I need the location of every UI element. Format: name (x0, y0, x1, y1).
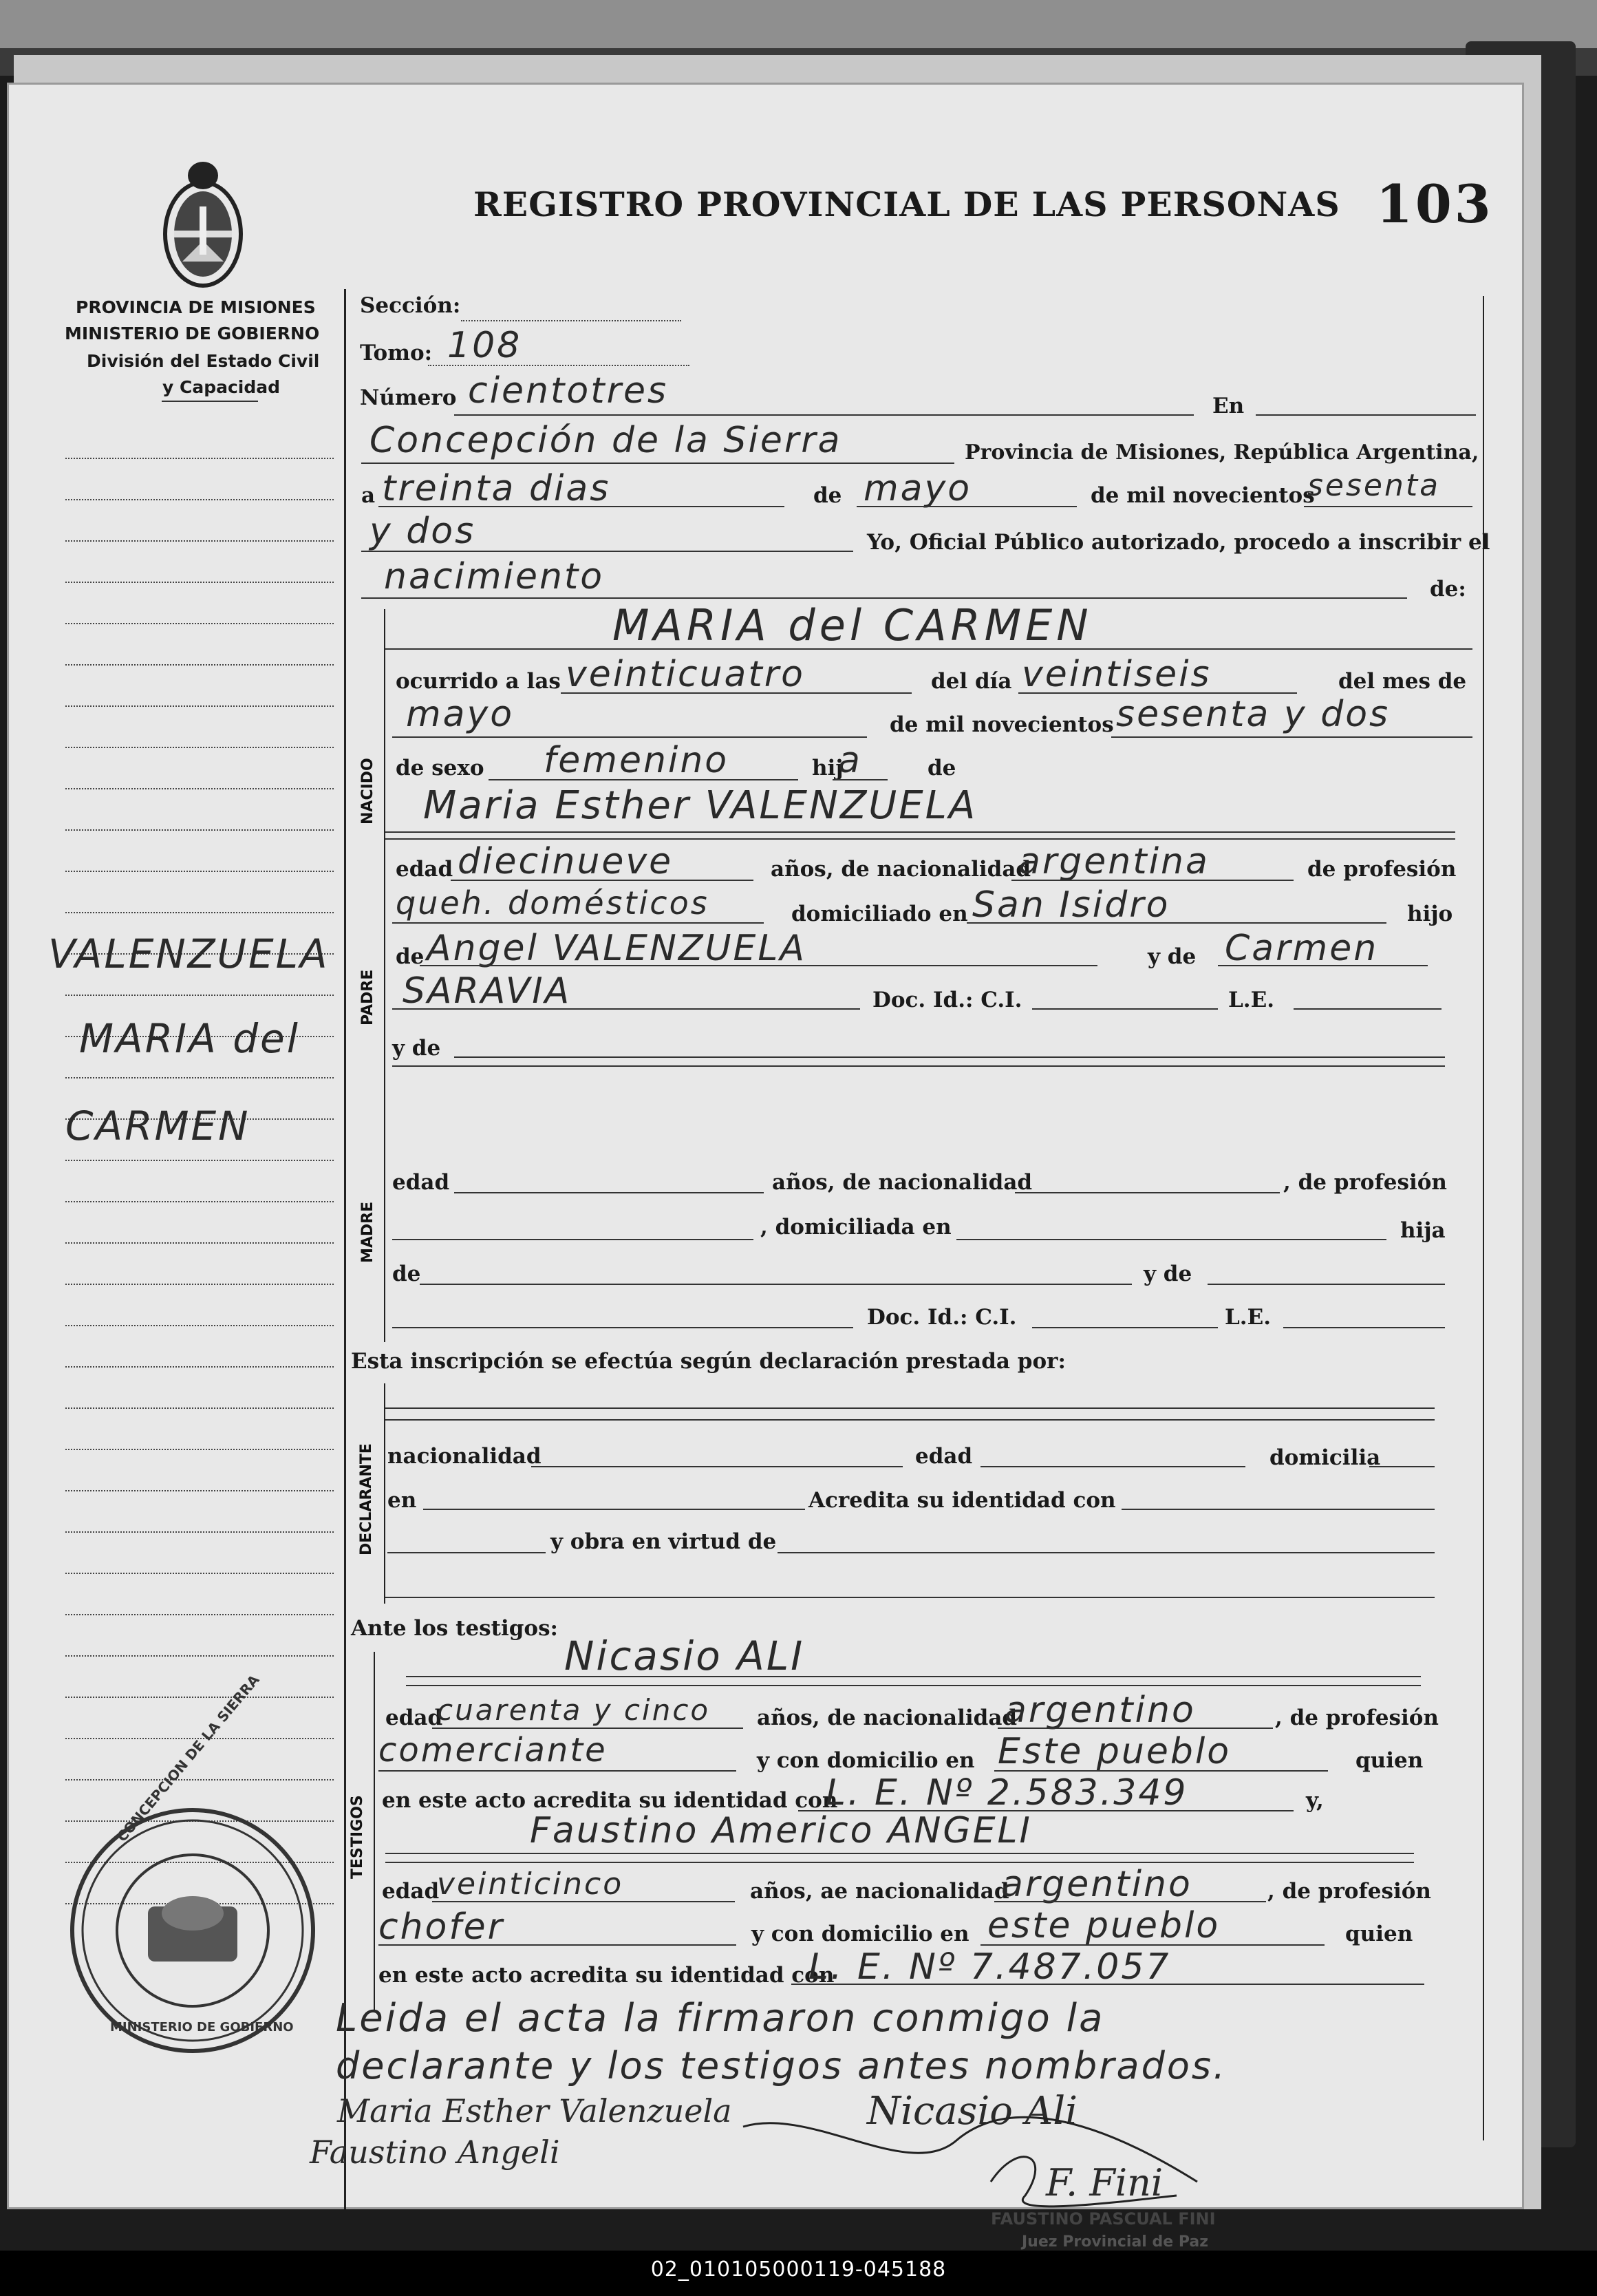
closing-line-1: Leida el acta la firmaron conmigo la (336, 1996, 1105, 2041)
w2-edad-value: veinticinco (437, 1867, 624, 1902)
birth-mil-label: de mil novecientos (890, 712, 1114, 737)
w2-edad-label: edad (382, 1879, 440, 1904)
parent-name-value: Maria Esther VALENZUELA (423, 783, 978, 828)
witness1-name-value: Nicasio ALI (564, 1633, 805, 1679)
footer-code: 02_010105000119-045188 (650, 2257, 947, 2282)
w1-dom-label: y con domicilio en (757, 1748, 975, 1773)
birth-month-value: mayo (406, 694, 515, 735)
hij-value: a (838, 740, 862, 781)
numero-label: Número (360, 385, 457, 410)
official-name: FAUSTINO PASCUAL FINI (991, 2209, 1216, 2229)
w1-id-value: L. E. Nº 2.583.349 (826, 1772, 1188, 1814)
seal-text: CONCEPCION DE LA SIERRA (114, 1671, 263, 1845)
madre-de-label: de (392, 1262, 421, 1286)
padre-edad-label: edad (396, 857, 453, 882)
w2-id-value: L. E. Nº 7.487.057 (808, 1946, 1171, 1988)
tomo-label: Tomo: (360, 341, 433, 365)
madre-dom-label: , domiciliada en (760, 1215, 952, 1240)
child-name-value: MARIA del CARMEN (612, 600, 1093, 650)
padre-de-label: de (396, 944, 425, 969)
section-label-testigos: TESTIGOS (349, 1795, 366, 1879)
w1-quien-label: quien (1355, 1748, 1424, 1773)
margin-note-name: MARIA del (79, 1015, 300, 1062)
madre-edad-label: edad (392, 1170, 450, 1195)
padre-nac-value: argentina (1018, 841, 1210, 882)
nacido-de-label: de (928, 756, 956, 780)
w1-dom-value: Este pueblo (998, 1731, 1232, 1772)
signature-witness1: Nicasio Ali (867, 2089, 1078, 2134)
w2-dom-label: y con domicilio en (751, 1922, 969, 1946)
del-mes-label: del mes de (1338, 669, 1467, 694)
hij-label: hij (812, 756, 844, 780)
ocurrido-label: ocurrido a las (396, 669, 561, 694)
org-line-1: PROVINCIA DE MISIONES (76, 297, 316, 317)
signature-mother: Maria Esther Valenzuela (337, 2092, 732, 2129)
org-line-3: División del Estado Civil (87, 351, 320, 371)
form-right-border (1483, 296, 1484, 2140)
numero-value: cientotres (468, 370, 669, 412)
signature-official: F. Fini (1046, 2161, 1164, 2204)
declarante-intro: Esta inscripción se efectúa según declaración prestada por: (351, 1349, 1066, 1374)
declarante-edad-label: edad (915, 1444, 973, 1469)
de-label: de (813, 483, 842, 508)
section-label-nacido: NACIDO (359, 758, 376, 825)
padre-prof-label: de profesión (1307, 857, 1457, 882)
place-value: Concepción de la Sierra (369, 420, 842, 461)
declarante-en-label: en (387, 1488, 417, 1513)
signature-witness2: Faustino Angeli (310, 2134, 560, 2171)
madre-anos-label: años, de nacionalidad (772, 1170, 1033, 1195)
padre-le-label: L.E. (1228, 988, 1275, 1012)
w1-edad-label: edad (385, 1705, 443, 1730)
background-page-top (0, 0, 1597, 48)
org-line-4: y Capacidad (162, 377, 281, 397)
margin-note-surname: VALENZUELA (48, 931, 330, 977)
madre-hija-label: hija (1400, 1218, 1446, 1243)
birth-year-value: sesenta y dos (1116, 694, 1391, 735)
tomo-value: 108 (447, 325, 522, 366)
birth-hour-value: veinticuatro (566, 654, 805, 695)
org-line-2: MINISTERIO DE GOBIERNO (65, 323, 320, 343)
org-underline (162, 401, 258, 402)
date-month-value: mayo (864, 468, 972, 509)
madre-doc-label: Doc. Id.: C.I. (867, 1305, 1017, 1330)
padre-dom-label: domiciliado en (791, 902, 968, 926)
grandmother-value: Carmen (1225, 928, 1379, 969)
del-dia-label: del día (931, 669, 1012, 694)
declarante-acredita-label: Acredita su identidad con (808, 1488, 1116, 1513)
seccion-label: Sección: (360, 293, 461, 318)
declarante-nac-label: nacionalidad (387, 1444, 542, 1469)
grandfather-value: Angel VALENZUELA (427, 928, 806, 969)
madre-y-de-label: y de (392, 1036, 441, 1061)
w2-prof-value: chofer (378, 1906, 505, 1948)
madre-le-label: L.E. (1225, 1305, 1272, 1330)
sexo-label: de sexo (396, 756, 484, 780)
birth-day-value: veintiseis (1022, 654, 1212, 695)
declarante-obra-label: y obra en virtud de (550, 1529, 777, 1554)
w2-quien-label: quien (1345, 1922, 1413, 1946)
en-label: En (1212, 394, 1245, 418)
madre-y-de2-label: y de (1144, 1262, 1192, 1286)
year-value-2: y dos (369, 511, 476, 552)
document-page (7, 83, 1524, 2229)
seal-inner-text: MINISTERIO DE GOBIERNO (110, 2020, 294, 2034)
w1-anos-label: años, de nacionalidad (757, 1705, 1018, 1730)
margin-note-name-2: CARMEN (65, 1103, 250, 1149)
w2-acredita-label: en este acto acredita su identidad con (378, 1963, 835, 1988)
province-text: Provincia de Misiones, República Argentina, (965, 440, 1479, 465)
w1-prof-label: , de profesión (1275, 1705, 1439, 1730)
w1-y-label: y, (1306, 1788, 1324, 1813)
madre-prof-label: , de profesión (1283, 1170, 1447, 1195)
padre-hijo-label: hijo (1407, 902, 1453, 926)
padre-doc-label: Doc. Id.: C.I. (872, 988, 1022, 1012)
sexo-value: femenino (544, 740, 729, 781)
padre-edad-value: diecinueve (458, 841, 674, 882)
page-number: 103 (1376, 173, 1494, 235)
section-label-declarante: DECLARANTE (358, 1443, 375, 1555)
grandmother-surname-value: SARAVIA (403, 970, 572, 1012)
padre-prof-value: queh. domésticos (396, 884, 709, 922)
w2-anos-label: años, ae nacionalidad (750, 1879, 1009, 1904)
padre-dom-value: San Isidro (972, 884, 1170, 926)
w2-prof-label: , de profesión (1267, 1879, 1431, 1904)
date-day-value: treinta dias (382, 468, 611, 509)
w1-prof-value: comerciante (378, 1731, 608, 1769)
coat-of-arms-icon (155, 158, 251, 296)
section-label-padre: PADRE (359, 969, 376, 1025)
padre-y-de-label: y de (1148, 944, 1197, 969)
w2-nac-value: argentino (1001, 1864, 1192, 1905)
w1-acredita-label: en este acto acredita su identidad con (382, 1788, 838, 1813)
witness2-name-value: Faustino Americo ANGELI (530, 1810, 1032, 1851)
official-title: Juez Provincial de Paz (1022, 2233, 1209, 2251)
yo-text: Yo, Oficial Público autorizado, procedo a inscribir el (867, 530, 1490, 555)
form-left-border (344, 289, 346, 2209)
year-value: sesenta (1307, 468, 1441, 503)
section-label-madre: MADRE (359, 1201, 376, 1263)
padre-anos-label: años, de nacionalidad (771, 857, 1031, 882)
testigos-intro: Ante los testigos: (351, 1616, 558, 1641)
a-label: a (361, 483, 376, 508)
w1-edad-value: cuarenta y cinco (437, 1693, 711, 1727)
mil-label: de mil novecientos (1091, 483, 1315, 508)
de-colon-label: de: (1430, 577, 1466, 602)
w2-dom-value: este pueblo (987, 1905, 1221, 1946)
act-type-value: nacimiento (384, 556, 605, 597)
closing-line-2: declarante y los testigos antes nombrados. (336, 2044, 1228, 2087)
declarante-dom-label: domicilia (1269, 1445, 1381, 1470)
w1-nac-value: argentino (1005, 1690, 1196, 1731)
document-title: REGISTRO PROVINCIAL DE LAS PERSONAS (473, 184, 1340, 224)
